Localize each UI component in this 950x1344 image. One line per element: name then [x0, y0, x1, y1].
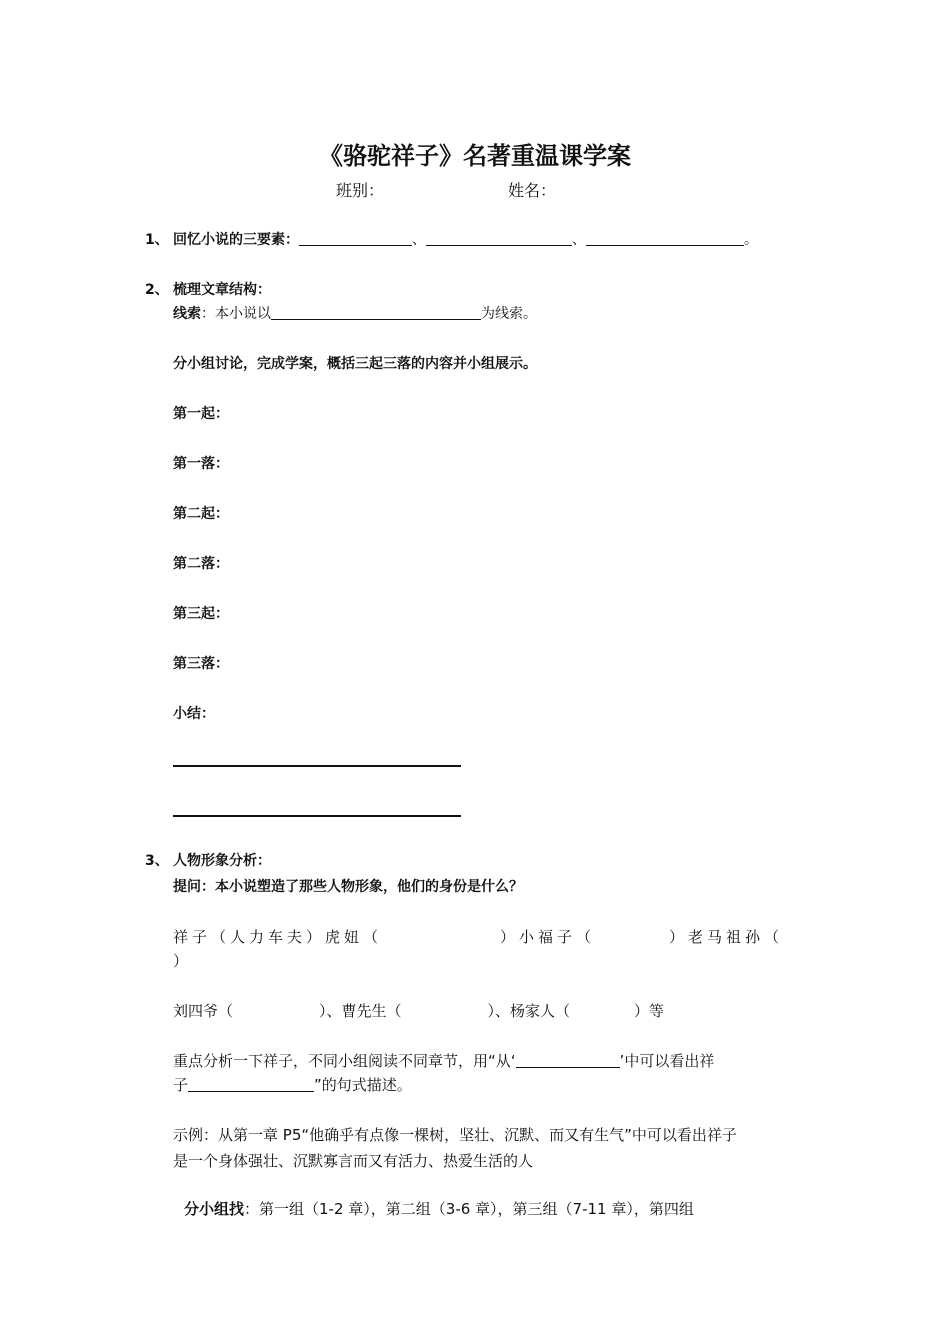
focus-blank-1[interactable] — [516, 1066, 620, 1068]
example-line-2: 是一个身体强壮、沉默寡言而又有活力、热爱生活的人 — [173, 1152, 534, 1170]
clue-label: 线索 — [173, 306, 201, 322]
row2-part-d: ）等 — [634, 1002, 665, 1020]
q1-blank-1[interactable] — [299, 244, 412, 246]
q1-sep-2: 、 — [572, 232, 586, 248]
focus-line-2 — [173, 1074, 412, 1095]
row1-part-d: ） — [173, 952, 189, 970]
row1-part-a: 祥子（人力车夫）虎妞（ — [173, 928, 383, 946]
q2-number: 2、 — [145, 282, 169, 298]
focus-part-b: ’中可以看出祥 — [619, 1052, 715, 1070]
rise-3: 第三起： — [173, 606, 229, 622]
q1-text: 回忆小说的三要素： — [173, 232, 299, 248]
clue-line — [173, 303, 537, 323]
q3-heading: 人物形象分析： — [173, 853, 271, 869]
fall-2: 第二落： — [173, 556, 229, 572]
fall-1: 第一落： — [173, 456, 229, 472]
q1-blank-2[interactable] — [426, 244, 572, 246]
q1-number: 1、 — [145, 232, 169, 248]
group-instruction: 分小组讨论，完成学案，概括三起三落的内容并小组展示。 — [173, 356, 537, 372]
row2-part-b: ）、曹先生（ — [319, 1002, 402, 1020]
focus-part-a: 重点分析一下祥子，不同小组阅读不同章节，用“从‘ — [173, 1052, 516, 1070]
rise-1: 第一起： — [173, 406, 229, 422]
characters-row-2 — [173, 1000, 664, 1021]
clue-text: ：本小说以 — [201, 306, 271, 322]
clue-blank[interactable] — [271, 318, 481, 320]
summary-line-2[interactable] — [173, 815, 461, 817]
summary-line-1[interactable] — [173, 765, 461, 767]
rise-2: 第二起： — [173, 506, 229, 522]
q3-question: 提问：本小说塑造了那些人物形象，他们的身份是什么？ — [173, 879, 523, 895]
q1-end: 。 — [744, 232, 758, 248]
q1-sep-1: 、 — [412, 232, 426, 248]
focus-blank-2[interactable] — [188, 1090, 314, 1092]
page-title: 《骆驼祥子》名著重温课学案 — [319, 142, 631, 170]
class-label: 班别： — [336, 181, 385, 200]
focus-line-1 — [173, 1050, 714, 1071]
characters-row-1 — [173, 926, 783, 947]
q2-heading: 梳理文章结构： — [173, 282, 271, 298]
row2-part-c: ）、杨家人（ — [487, 1002, 571, 1020]
q1-line — [173, 229, 758, 249]
name-label: 姓名： — [508, 181, 557, 200]
groups-line — [184, 1198, 694, 1219]
row1-part-b: ）小福子（ — [500, 928, 596, 946]
row1-part-c: ）老马祖孙（ — [669, 928, 784, 946]
q3-number: 3、 — [145, 853, 169, 869]
fall-3: 第三落： — [173, 656, 229, 672]
focus-part-d: ”的句式描述。 — [314, 1076, 412, 1094]
example-line-1: 示例：从第一章 P5“他确乎有点像一棵树，坚壮、沉默、而又有生气”中可以看出祥子 — [173, 1126, 737, 1144]
summary-label: 小结： — [173, 706, 215, 722]
row2-part-a: 刘四爷（ — [173, 1002, 234, 1020]
clue-end: 为线索。 — [481, 306, 537, 322]
groups-label: 分小组找 — [184, 1200, 245, 1218]
groups-text: ：第一组（1-2 章），第二组（3-6 章），第三组（7-11 章），第四组 — [244, 1200, 694, 1218]
q1-blank-3[interactable] — [586, 244, 744, 246]
focus-part-c: 子 — [173, 1076, 189, 1094]
